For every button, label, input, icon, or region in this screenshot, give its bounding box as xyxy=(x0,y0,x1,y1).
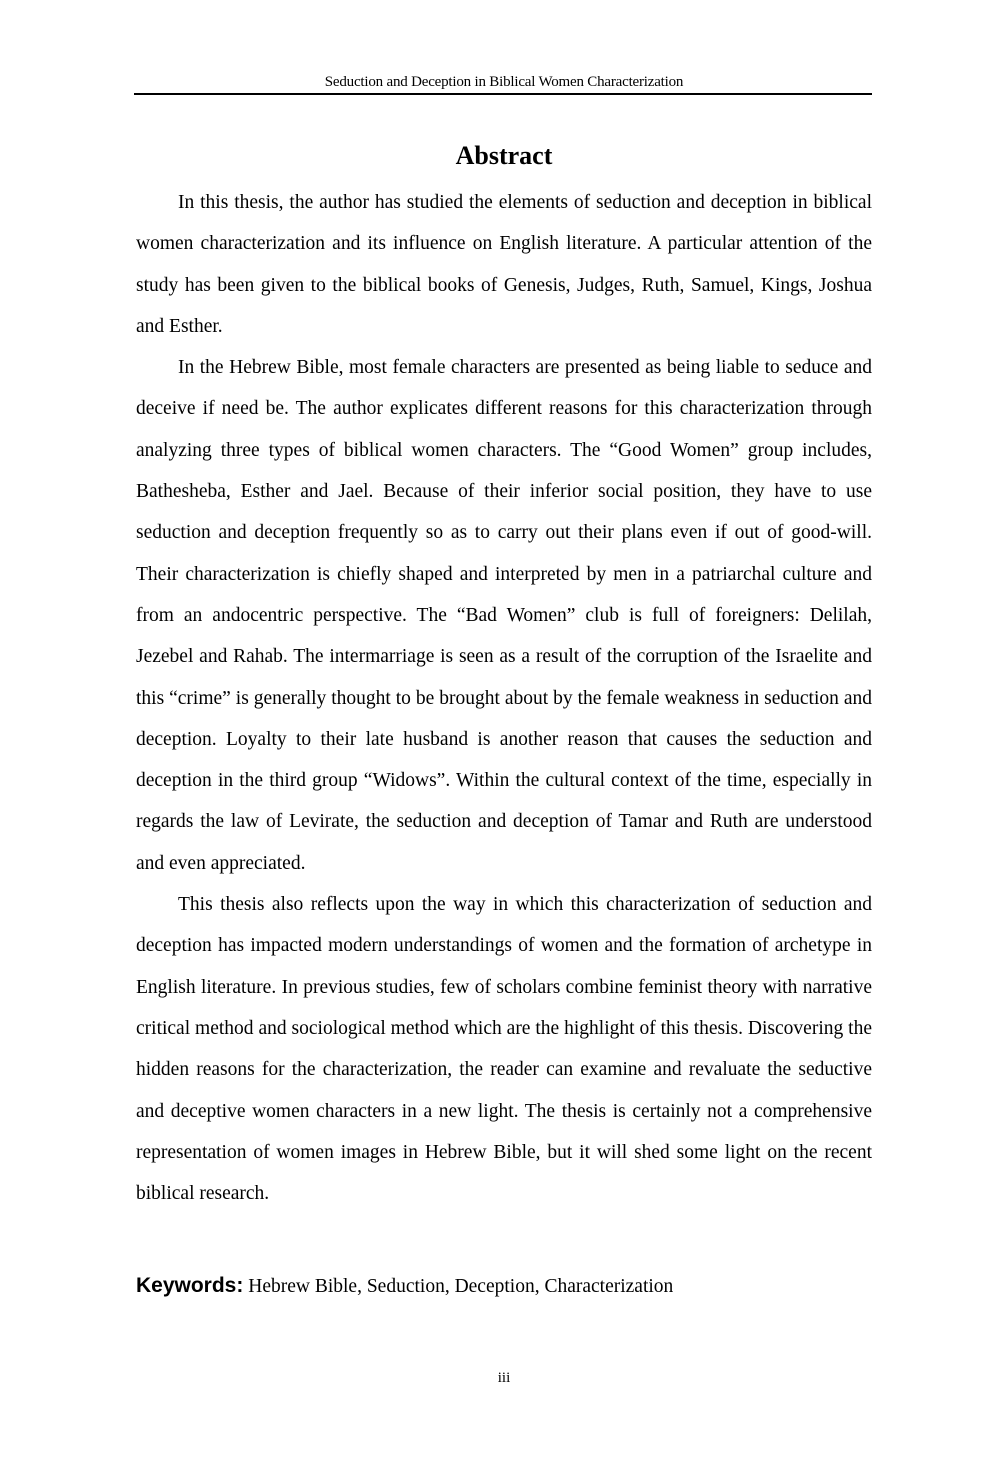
abstract-paragraph-3: This thesis also reflects upon the way in which this characterization of seduction and deception has impacted modern understandings of women and the formation of archetype in English literature. In previous studies, few of scholars combine feminist theory with narrative critical method and sociological method which are the highlight of this thesis. Discovering the hidden reasons for the characterization, the reader can examine and revaluate the seductive and deceptive women characters in a new light. The thesis is certainly not a comprehensive representation of women images in Hebrew Bible, but it will shed some light on the recent biblical research. xyxy=(136,894,872,1205)
page-title: Abstract xyxy=(455,141,553,170)
abstract-paragraph-1: In this thesis, the author has studied the elements of seduction and deception in biblical women characterization and its influence on English literature. A particular attention of the study has been given to the biblical books of Genesis, Judges, Ruth, Samuel, Kings, Joshua and Esther. xyxy=(136,192,872,337)
abstract-paragraph-2: In the Hebrew Bible, most female characters are presented as being liable to seduce and deceive if need be. The author explicates different reasons for this characterization through analyzing three types of biblical women characters. The “Good Women” group includes, Bathesheba, Esther and Jael. Because of their inferior social position, they have to use seduction and deception frequently so as to carry out their plans even if out of good-will. Their characterization is chiefly shaped and interpreted by men in a patriarchal culture and from an andocentric perspective. The “Bad Women” club is full of foreigners: Delilah, Jezebel and Rahab. The intermarriage is seen as a result of the corruption of the Israelite and this “crime” is generally thought to be brought about by the female weakness in seduction and deception. Loyalty to their late husband is another reason that causes the seduction and deception in the third group “Widows”. Within the cultural context of the time, especially in regards the law of Levirate, the seduction and deception of Tamar and Ruth are understood and even appreciated. xyxy=(136,357,872,874)
abstract-body xyxy=(136,182,872,1214)
keywords-text: Hebrew Bible, Seduction, Deception, Characterization xyxy=(248,1276,674,1297)
running-header: Seduction and Deception in Biblical Women Characterization xyxy=(324,74,684,90)
header-rule xyxy=(134,93,872,95)
keywords-label: Keywords: xyxy=(136,1274,244,1297)
page-number: iii xyxy=(497,1370,511,1386)
keywords-line xyxy=(136,1268,872,1305)
